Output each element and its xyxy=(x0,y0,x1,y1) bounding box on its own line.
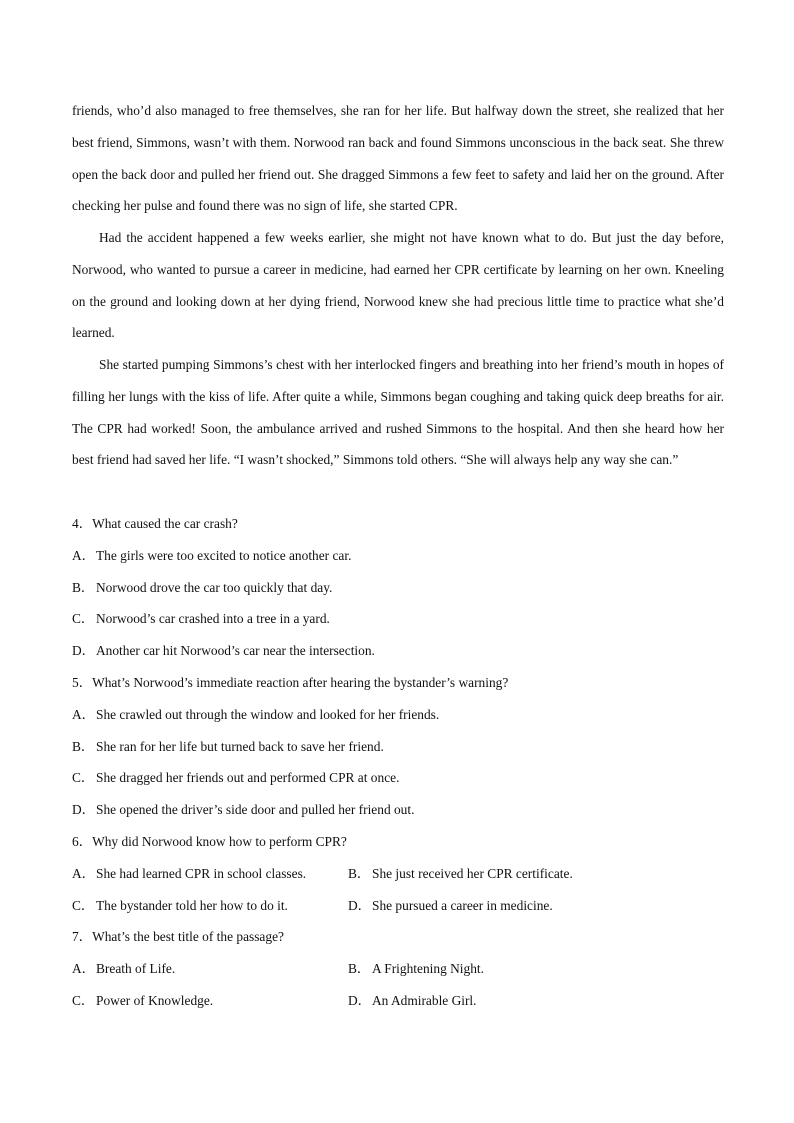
option-letter: C． xyxy=(72,898,95,913)
option-letter: D． xyxy=(348,993,372,1008)
option-a[interactable] xyxy=(72,959,175,979)
option-text: She ran for her life but turned back to save her friend. xyxy=(96,739,384,754)
option-text: The girls were too excited to notice another car. xyxy=(96,548,352,563)
option-c[interactable] xyxy=(72,768,399,788)
option-letter: A． xyxy=(72,866,96,881)
option-b[interactable] xyxy=(72,737,384,757)
option-text: Norwood’s car crashed into a tree in a yard. xyxy=(96,611,330,626)
option-d[interactable] xyxy=(348,991,477,1011)
option-letter: B． xyxy=(72,580,95,595)
option-b[interactable] xyxy=(72,578,332,598)
option-letter: A． xyxy=(72,548,96,563)
question-stem: 5．What’s Norwood’s immediate reaction after hearing the bystander’s warning? xyxy=(72,675,509,690)
option-text: She dragged her friends out and performed CPR at once. xyxy=(96,770,400,785)
option-text: She crawled out through the window and looked for her friends. xyxy=(96,707,440,722)
option-d[interactable] xyxy=(348,896,553,916)
option-letter: B． xyxy=(348,961,371,976)
option-letter: C． xyxy=(72,770,95,785)
option-letter: A． xyxy=(72,707,96,722)
option-c[interactable] xyxy=(72,896,288,916)
option-letter: B． xyxy=(348,866,371,881)
question-stem: 6．Why did Norwood know how to perform CPR? xyxy=(72,834,347,849)
option-text: Breath of Life. xyxy=(96,961,176,976)
option-letter: D． xyxy=(72,643,96,658)
passage-paragraph-2: Had the accident happened a few weeks earlier, she might not have known what to do. But just the day before, Norwood, who wanted to pursue a career in medicine, had earned her CPR certificate by learning on her own. Kneeling on the ground and looking down at her dying friend, Norwood knew she had precious little time to practice what she’d learned. xyxy=(72,230,724,341)
option-letter: B． xyxy=(72,739,95,754)
option-letter: D． xyxy=(348,898,372,913)
option-a[interactable] xyxy=(72,546,351,566)
option-text: Norwood drove the car too quickly that day. xyxy=(96,580,333,595)
option-letter: C． xyxy=(72,611,95,626)
option-text: She just received her CPR certificate. xyxy=(372,866,573,881)
option-text: The bystander told her how to do it. xyxy=(96,898,288,913)
option-b[interactable] xyxy=(348,864,573,884)
option-c[interactable] xyxy=(72,991,213,1011)
question-stem: 4．What caused the car crash? xyxy=(72,516,238,531)
option-d[interactable] xyxy=(72,641,375,661)
option-text: She had learned CPR in school classes. xyxy=(96,866,307,881)
passage-paragraph-3: She started pumping Simmons’s chest with her interlocked fingers and breathing into her friend’s mouth in hopes of filling her lungs with the kiss of life. After quite a while, Simmons began coughing and taking quick deep breaths for air. The CPR had worked! Soon, the ambulance arrived and rushed Simmons to the hospital. And then she heard how her best friend had saved her life. “I wasn’t shocked,” Simmons told others. “She will always help any way she can.” xyxy=(72,357,724,468)
option-c[interactable] xyxy=(72,609,330,629)
option-a[interactable] xyxy=(72,705,439,725)
option-text: Power of Knowledge. xyxy=(96,993,214,1008)
option-letter: D． xyxy=(72,802,96,817)
option-letter: C． xyxy=(72,993,95,1008)
option-text: Another car hit Norwood’s car near the intersection. xyxy=(96,643,375,658)
option-b[interactable] xyxy=(348,959,484,979)
option-text: She opened the driver’s side door and pulled her friend out. xyxy=(96,802,415,817)
option-text: She pursued a career in medicine. xyxy=(372,898,553,913)
option-d[interactable] xyxy=(72,800,414,820)
option-a[interactable] xyxy=(72,864,306,884)
question-stem: 7．What’s the best title of the passage? xyxy=(72,929,284,944)
option-letter: A． xyxy=(72,961,96,976)
option-text: An Admirable Girl. xyxy=(372,993,477,1008)
option-text: A Frightening Night. xyxy=(372,961,484,976)
passage-paragraph-1: friends, who’d also managed to free themselves, she ran for her life. But halfway down the street, she realized that her best friend, Simmons, wasn’t with them. Norwood ran back and found Simmons unconscious in the back seat. She threw open the back door and pulled her friend out. She dragged Simmons a few feet to safety and laid her on the ground. After checking her pulse and found there was no sign of life, she started CPR. xyxy=(72,103,724,214)
